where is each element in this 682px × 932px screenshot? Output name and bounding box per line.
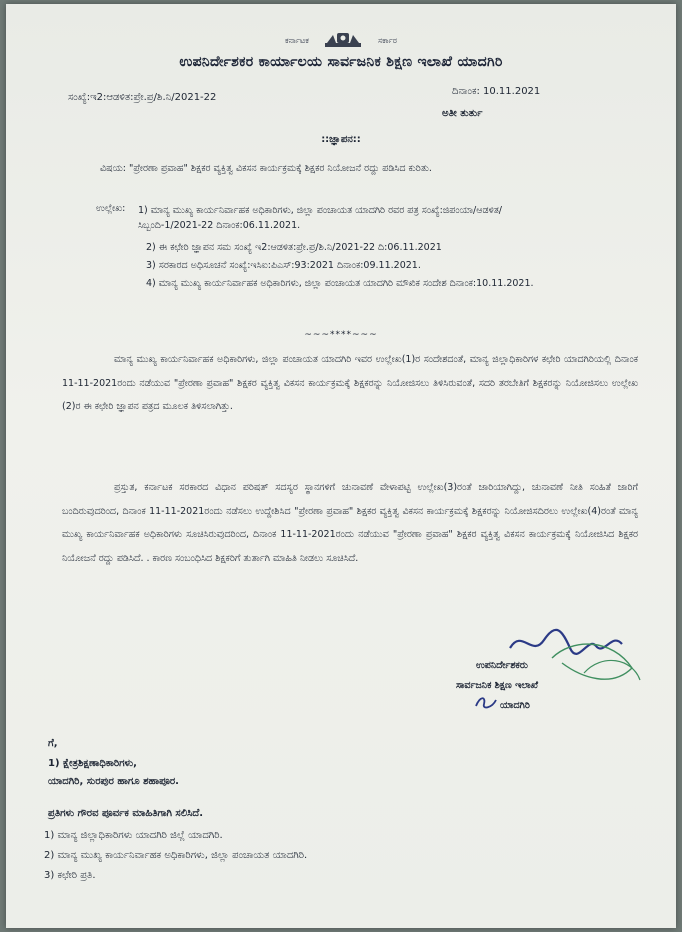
subject-text: "ಪ್ರೇರಣಾ ಪ್ರವಾಹ" ಶಿಕ್ಷಕರ ವ್ಯಕ್ತಿತ್ವ ವಿಕಸನ ಕಾರ್ಯಕ್ರಮಕ್ಕೆ ಶಿಕ್ಷಕರ ನಿಯೋಜನೆ ರದ್ದು ಪಡಿಸಿದ ಕುರಿತು. bbox=[129, 163, 432, 174]
body-paragraph-1: ಮಾನ್ಯ ಮುಖ್ಯ ಕಾರ್ಯನಿರ್ವಾಹಕ ಅಧಿಕಾರಿಗಳು, ಜಿಲ್ಲಾ ಪಂಚಾಯತ ಯಾದಗಿರಿ ಇವರ ಉಲ್ಲೇಖ(1)ರ ಸಂದೇಶದಂತೆ, ಮಾನ್ಯ ಜಿಲ್ಲಾಧಿಕಾರಿಗಳ ಕಛೇರಿ ಯಾದಗಿರಿಯಲ್ಲಿ ದಿನಾಂಕ 11-11-2021ರಂದು ನಡೆಯುವ "ಪ್ರೇರಣಾ ಪ್ರವಾಹ" ಶಿಕ್ಷಕರ ವ್ಯಕ್ತಿತ್ವ ವಿಕಸನ ಕಾರ್ಯಕ್ರಮಕ್ಕೆ ಶಿಕ್ಷಕರನ್ನು ನಿಯೋಜಿಸಲು ತಿಳಿಸಿರುವಂತೆ, ಸದರಿ ತರಬೇತಿಗೆ ಶಿಕ್ಷಕರನ್ನು ನಿಯೋಜಿಸಲು ಉಲ್ಲೇಖ (2)ರ ಈ ಕಛೇರಿ ಜ್ಞಾಪನ ಪತ್ರದ ಮೂಲಕ ತಿಳಿಸಲಾಗಿತ್ತು. bbox=[62, 354, 638, 412]
copy-item: 1) ಮಾನ್ಯ ಜಿಲ್ಲಾಧಿಕಾರಿಗಳು ಯಾದಗಿರಿ ಜಿಲ್ಲೆ ಯಾದಗಿರಿ. bbox=[44, 830, 223, 841]
copy-item: 2) ಮಾನ್ಯ ಮುಖ್ಯ ಕಾರ್ಯನಿರ್ವಾಹಕ ಅಧಿಕಾರಿಗಳು, ಜಿಲ್ಲಾ ಪಂಚಾಯತ ಯಾದಗಿರಿ. bbox=[44, 850, 308, 861]
karnataka-emblem-icon bbox=[323, 30, 363, 52]
reference-number-3: 3) bbox=[146, 260, 156, 271]
reference-number-2: 2) bbox=[146, 242, 156, 253]
document-page bbox=[6, 4, 676, 928]
subject-block bbox=[100, 161, 620, 177]
reference-item bbox=[146, 258, 626, 273]
signatory-department: ಸಾರ್ವಜನಿಕ ಶಿಕ್ಷಣ ಇಲಾಖೆ bbox=[456, 680, 539, 691]
reference-item bbox=[146, 276, 566, 291]
reference-text-1: ಮಾನ್ಯ ಮುಖ್ಯ ಕಾರ್ಯನಿರ್ವಾಹಕ ಅಧಿಕಾರಿಗಳು, ಜಿಲ್ಲಾ ಪಂಚಾಯತ ಯಾದಗಿರಿ ರವರ ಪತ್ರ ಸಂಖ್ಯೆ:ಜಿಪಂಯಾ/ಆಡಳಿತ/ಸಿಬ್ಬಂದಿ-1/2021-22 ದಿನಾಂಕ:06.11.2021. bbox=[138, 205, 502, 231]
reference-number-1: 1) bbox=[138, 205, 148, 216]
signatory-designation: ಉಪನಿರ್ದೇಶಕರು bbox=[476, 660, 528, 671]
body-paragraph-2: ಪ್ರಸ್ತುತ, ಕರ್ನಾಟಕ ಸರಕಾರದ ವಿಧಾನ ಪರಿಷತ್ ಸದಸ್ಯರ ಸ್ಥಾನಗಳಿಗೆ ಚುನಾವಣೆ ವೇಳಾಪಟ್ಟಿ ಉಲ್ಲೇಖ(3)ರಂತೆ ಜಾರಿಯಾಗಿದ್ದು, ಚುನಾವಣೆ ನೀತಿ ಸಂಹಿತೆ ಜಾರಿಗೆ ಬಂದಿರುವುದರಿಂದ, ದಿನಾಂಕ 11-11-2021ರಂದು ನಡೆಸಲು ಉದ್ದೇಶಿಸಿದ "ಪ್ರೇರಣಾ ಪ್ರವಾಹ" ಶಿಕ್ಷಕರ ವ್ಯಕ್ತಿತ್ವ ವಿಕಸನ ಕಾರ್ಯಕ್ರಮಕ್ಕೆ ಶಿಕ್ಷಕರನ್ನು ನಿಯೋಜಿಸದಿರಲು ಉಲ್ಲೇಖ(4)ರಂತೆ ಮಾನ್ಯ ಮುಖ್ಯ ಕಾರ್ಯನಿರ್ವಾಹಕ ಅಧಿಕಾರಿಗಳು ಸೂಚಿಸಿರುವುದರಿಂದ, ದಿನಾಂಕ 11-11-2021ರಂದು ನಡೆಯುವ "ಪ್ರೇರಣಾ ಪ್ರವಾಹ" ಶಿಕ್ಷಕರ ವ್ಯಕ್ತಿತ್ವ ವಿಕಸನ ಕಾರ್ಯಕ್ರಮಕ್ಕೆ ನಿಯೋಜಿಸಿದ ಶಿಕ್ಷಕರ ನಿಯೋಜನೆ ರದ್ದು ಪಡಿಸಿದೆ. . ಕಾರಣ ಸಂಬಂಧಿಸಿದ ಶಿಕ್ಷಕರಿಗೆ ತುರ್ತಾಗಿ ಮಾಹಿತಿ ನೀಡಲು ಸೂಚಿಸಿದೆ. bbox=[62, 482, 638, 564]
recipient-line: 1) ಕ್ಷೇತ್ರಶಿಕ್ಷಣಾಧಿಕಾರಿಗಳು, bbox=[48, 758, 137, 769]
subject-label: ವಿಷಯ: bbox=[100, 163, 126, 174]
recipient-line: ಯಾದಗಿರಿ, ಸುರಪುರ ಹಾಗೂ ಶಹಾಪೂರ. bbox=[48, 776, 179, 787]
reference-item bbox=[138, 203, 558, 233]
emblem-right-text: ಸರ್ಕಾರ bbox=[377, 36, 397, 45]
office-name: ಉಪನಿರ್ದೇಶಕರ ಕಾರ್ಯಾಲಯ ಸಾರ್ವಜನಿಕ ಶಿಕ್ಷಣ ಇಲಾಖೆ ಯಾದಗಿರಿ bbox=[179, 54, 503, 70]
handwritten-initial-icon bbox=[474, 694, 498, 716]
reference-number: ಸಂಖ್ಯೆ:ಇ2:ಆಡಳಿತ:ಪ್ರೇ.ಪ್ರ/ಶಿ.ನಿ/2021-22 bbox=[68, 92, 217, 103]
government-emblem-row bbox=[6, 30, 676, 52]
reference-text-3: ಸರಕಾರದ ಅಧಿಸೂಚನೆ ಸಂಖ್ಯೆ:ಇಸಿಐ:ಪಿಎಸ್:93:2021 ದಿನಾಂಕ:09.11.2021. bbox=[158, 260, 421, 271]
reference-text-2: ಈ ಕಛೇರಿ ಜ್ಞಾಪನ ಸಮ ಸಂಖ್ಯೆ ಇ2:ಆಡಳಿತ:ಪ್ರೇ.ಪ್ರ/ಶಿ.ನಿ/2021-22 ದಿ:06.11.2021 bbox=[158, 242, 442, 253]
copy-item: 3) ಕಛೇರಿ ಪ್ರತಿ. bbox=[44, 870, 96, 881]
reference-item bbox=[146, 240, 626, 255]
notice-heading: ::ಜ್ಞಾಪನ:: bbox=[321, 134, 361, 145]
separator: ~~~****~~~ bbox=[304, 330, 378, 340]
references-label: ಉಲ್ಲೇಖ: bbox=[96, 203, 126, 214]
urgent-label: ಅತೀ ತುರ್ತು bbox=[442, 108, 483, 119]
reference-number-4: 4) bbox=[146, 278, 156, 289]
recipients-label: ಗೆ, bbox=[48, 738, 58, 749]
emblem-left-text: ಕರ್ನಾಟಕ bbox=[285, 36, 309, 45]
reference-text-4: ಮಾನ್ಯ ಮುಖ್ಯ ಕಾರ್ಯನಿರ್ವಾಹಕ ಅಧಿಕಾರಿಗಳು, ಜಿಲ್ಲಾ ಪಂಚಾಯತ ಯಾದಗಿರಿ ಮೌಖಿಕ ಸಂದೇಶ ದಿನಾಂಕ:10.11.2021. bbox=[158, 278, 534, 289]
letter-date: ದಿನಾಂಕ: 10.11.2021 bbox=[452, 86, 541, 97]
copies-heading: ಪ್ರತಿಗಳು ಗೌರವ ಪೂರ್ವಕ ಮಾಹಿತಿಗಾಗಿ ಸಲಿಸಿದೆ. bbox=[48, 808, 204, 819]
signatory-place: ಯಾದಗಿರಿ bbox=[500, 700, 530, 711]
